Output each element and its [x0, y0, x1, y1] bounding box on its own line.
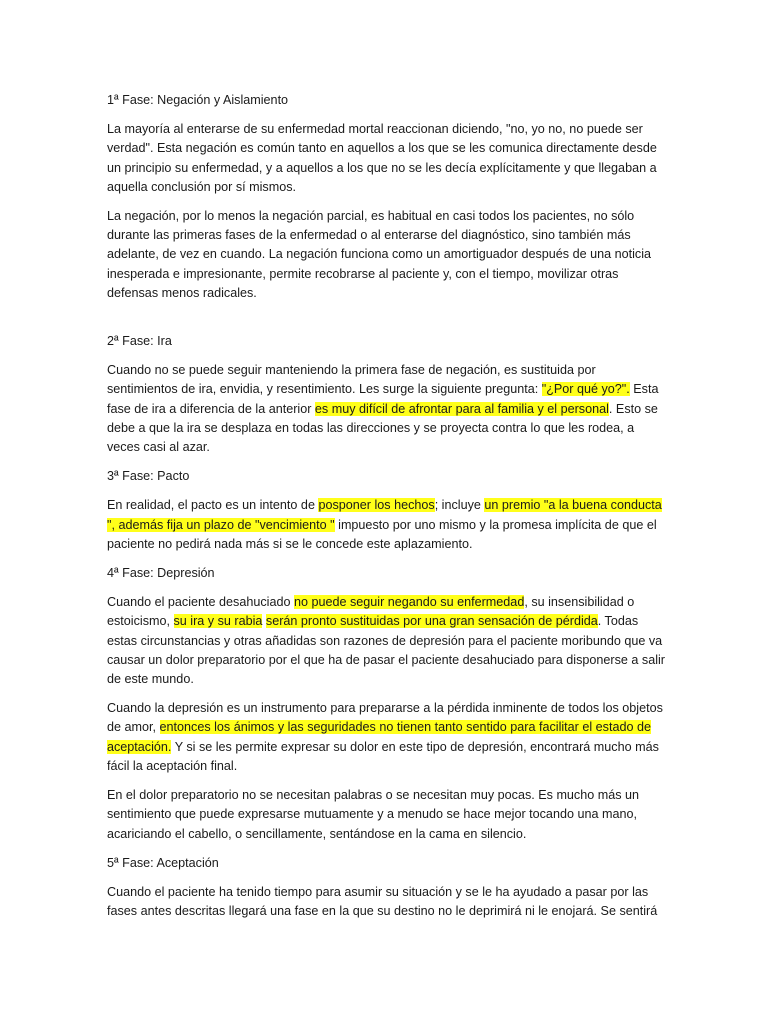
highlighted-text: entonces los ánimos y las seguridades no tienen tanto sentido para facilitar el estado de aceptación.	[107, 720, 651, 754]
text-run: . Esto se debe a que la ira se desplaza en todas las direcciones y se proyecta contra lo que les rodea, a veces casi al azar.	[107, 401, 658, 455]
section-heading-depresion: 4ª Fase: Depresión	[107, 566, 215, 581]
section-heading-pacto: 3ª Fase: Pacto	[107, 469, 190, 484]
text-run: , su insensibilidad o estoicismo,	[107, 595, 635, 629]
section-heading-aceptacion: 5ª Fase: Aceptación	[107, 855, 219, 870]
text-run: impuesto por uno mismo y la promesa implícita de que el paciente no pedirá nada más si se le concede este aplazamiento.	[107, 517, 657, 551]
highlighted-text: serán pronto sustituidas por una gran sensación de pérdida	[265, 614, 598, 629]
document-body	[107, 91, 667, 931]
highlighted-text: "¿Por qué yo?".	[541, 382, 630, 397]
paragraph	[107, 699, 667, 776]
paragraph	[107, 496, 667, 554]
paragraph	[107, 361, 667, 457]
paragraph: En el dolor preparatorio no se necesitan palabras o se necesitan muy pocas. Es mucho más un sentimiento que puede expresarse mutuamente y a menudo se hace mejor tocando una mano, acariciando el cabello, o sencillamente, sentándose en la cama en silencio.	[107, 788, 640, 841]
text-run: Esta fase de ira a diferencia de la anterior	[107, 382, 659, 416]
highlighted-text: no puede seguir negando su enfermedad	[293, 595, 525, 610]
paragraph: Cuando el paciente ha tenido tiempo para asumir su situación y se le ha ayudado a pasar por las fases antes descritas llegará una fase en la que su destino no le deprimirá ni le enojará. Se sentirá	[107, 884, 658, 919]
highlighted-text: su ira y su rabia	[173, 614, 263, 629]
text-run: En realidad, el pacto es un intento de	[107, 498, 319, 513]
section-heading-negacion: 1ª Fase: Negación y Aislamiento	[107, 93, 289, 107]
section-heading-ira: 2ª Fase: Ira	[107, 334, 172, 349]
highlighted-text: es muy difícil de afrontar para al familia y el personal	[314, 401, 609, 416]
text-run: Cuando el paciente desahuciado	[107, 595, 294, 610]
text-run: Cuando no se puede seguir manteniendo la primera fase de negación, es sustituida por sentimientos de ira, envidia, y resentimiento. Les surge la siguiente pregunta:	[107, 363, 596, 397]
highlighted-text: posponer los hechos	[318, 498, 435, 513]
paragraph: La negación, por lo menos la negación parcial, es habitual en casi todos los pacientes, no sólo durante las primeras fases de la enfermedad o al enterarse del diagnóstico, sino también más adelante, de vez en cuando. La negación funciona como un amortiguador después de una noticia inesperada e impresionante, permite recobrarse al paciente y, con el tiempo, movilizar otras defensas menos radicales.	[107, 209, 652, 300]
text-run: Y si se les permite expresar su dolor en este tipo de depresión, encontrará mucho más fácil la aceptación final.	[107, 739, 659, 773]
paragraph	[107, 593, 667, 689]
text-run: Cuando la depresión es un instrumento para prepararse a la pérdida inminente de todos los objetos de amor,	[107, 701, 663, 735]
highlighted-text: un premio "a la buena conducta ", además fija un plazo de "vencimiento "	[107, 498, 662, 532]
text-run: ; incluye	[434, 498, 485, 513]
text-run: . Todas estas circunstancias y otras añadidas son razones de depresión para el paciente moribundo que va causar un dolor preparatorio por el que ha de pasar el paciente desahuciado para disponerse a salir de este mundo.	[107, 614, 665, 687]
paragraph: La mayoría al enterarse de su enfermedad mortal reaccionan diciendo, "no, yo no, no puede ser verdad". Esta negación es común tanto en aquellos a los que se les comunica directamente desde un principio su enfermedad, y a aquellos a los que no se les decía explícitamente y que llegaban a aquella conclusión por sí mismos.	[107, 122, 657, 194]
